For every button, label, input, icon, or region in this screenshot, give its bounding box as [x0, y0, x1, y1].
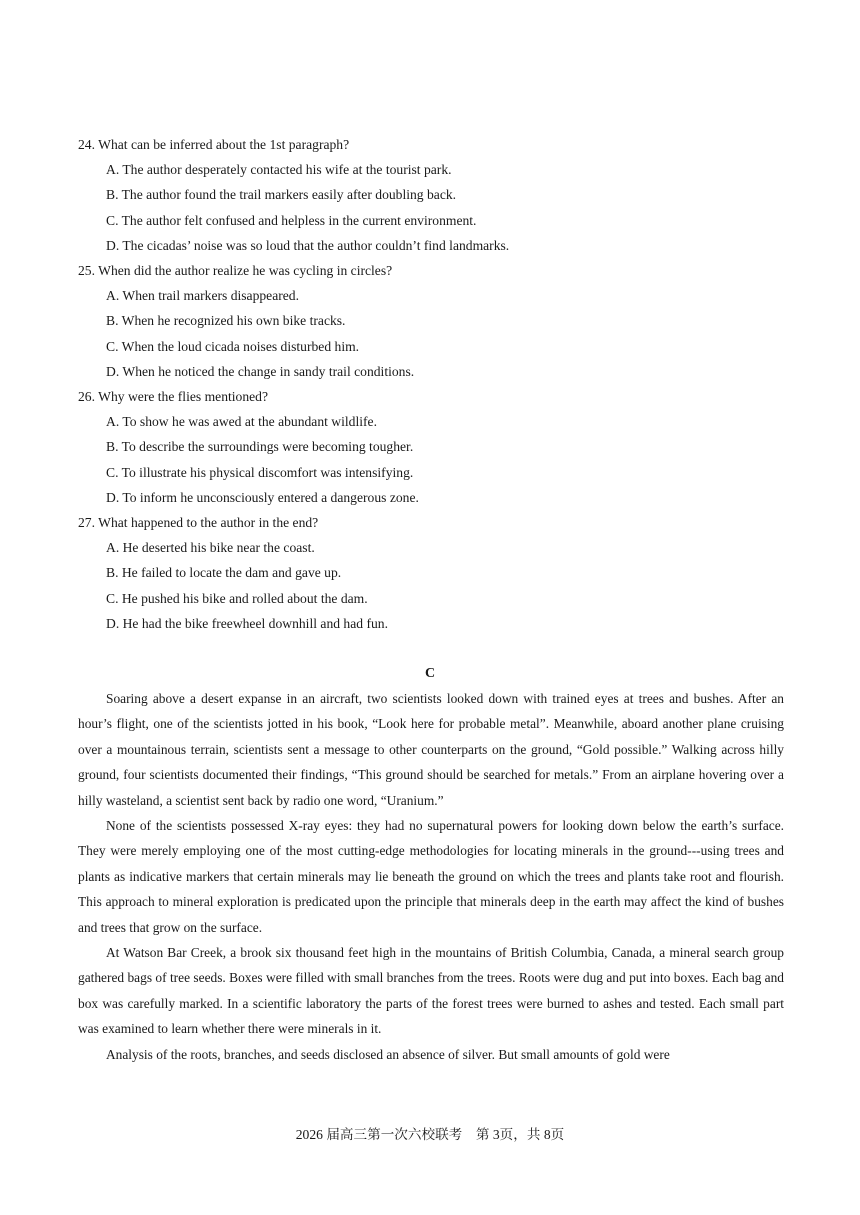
- option-c: C. He pushed his bike and rolled about the dam.: [106, 590, 368, 606]
- option-a: A. He deserted his bike near the coast.: [106, 540, 315, 556]
- question-27: [78, 510, 798, 636]
- option-b: B. When he recognized his own bike tracks.: [106, 313, 346, 329]
- option-d: D. He had the bike freewheel downhill and had fun.: [106, 615, 388, 631]
- option-b: B. The author found the trail markers easily after doubling back.: [106, 187, 457, 203]
- option-d: D. When he noticed the change in sandy trail conditions.: [106, 363, 415, 379]
- passage-paragraph: None of the scientists possessed X-ray eyes: they had no supernatural powers for looking down below the earth’s surface. They were merely employing one of the most cutting-edge methodologies for locating minerals in the ground---using trees and plants as indicative markers that certain minerals may lie beneath the ground on which the trees and plants take root and flourish. This approach to mineral exploration is predicated upon the principle that minerals deep in the earth may affect the kind of bushes and trees that grow on the surface.: [78, 818, 784, 935]
- reading-passage: [78, 686, 784, 1067]
- option-c: C. To illustrate his physical discomfort was intensifying.: [106, 464, 414, 480]
- option-a: A. The author desperately contacted his wife at the tourist park.: [106, 162, 452, 178]
- question-stem: 25. When did the author realize he was cycling in circles?: [78, 263, 393, 279]
- page-footer: 2026 届高三第一次六校联考 第 3页，共 8页: [295, 1127, 565, 1142]
- passage-paragraph: At Watson Bar Creek, a brook six thousand feet high in the mountains of British Columbia, Canada, a mineral search group gathered bags of tree seeds. Boxes were filled with small branches from the trees. Roots were dug and put into boxes. Each bag and box was carefully marked. In a scientific laboratory the parts of the forest trees were burned to ashes and tested. Each small part was examined to learn whether there were minerals in it.: [78, 945, 784, 1037]
- option-b: B. To describe the surroundings were becoming tougher.: [106, 439, 414, 455]
- passage-paragraph: Analysis of the roots, branches, and seeds disclosed an absence of silver. But small amounts of gold were: [106, 1046, 670, 1062]
- question-list: [78, 132, 798, 636]
- question-stem: 24. What can be inferred about the 1st paragraph?: [78, 137, 350, 152]
- option-b: B. He failed to locate the dam and gave up.: [106, 565, 342, 581]
- option-a: A. When trail markers disappeared.: [106, 288, 300, 304]
- question-stem: 27. What happened to the author in the end?: [78, 515, 319, 531]
- option-a: A. To show he was awed at the abundant wildlife.: [106, 414, 377, 430]
- option-d: D. The cicadas’ noise was so loud that the author couldn’t find landmarks.: [106, 237, 510, 253]
- question-26: [78, 384, 798, 510]
- passage-paragraph: Soaring above a desert expanse in an aircraft, two scientists looked down with trained eyes at trees and bushes. After an hour’s flight, one of the scientists jotted in his book, “Look here for probable metal”. Meanwhile, aboard another plane cruising over a mountainous terrain, scientists sent a message to other counterparts on the ground, “Gold possible.” Walking across hilly ground, four scientists documented their findings, “This ground should be searched for metals.” From an airplane hovering over a hilly wasteland, a scientist sent back by radio one word, “Uranium.”: [78, 691, 784, 808]
- option-c: C. The author felt confused and helpless in the current environment.: [106, 212, 477, 228]
- question-25: [78, 258, 798, 384]
- option-d: D. To inform he unconsciously entered a dangerous zone.: [106, 489, 419, 505]
- question-stem: 26. Why were the flies mentioned?: [78, 389, 269, 405]
- option-c: C. When the loud cicada noises disturbed him.: [106, 338, 360, 354]
- question-24: [78, 132, 798, 258]
- section-heading: C: [424, 666, 436, 681]
